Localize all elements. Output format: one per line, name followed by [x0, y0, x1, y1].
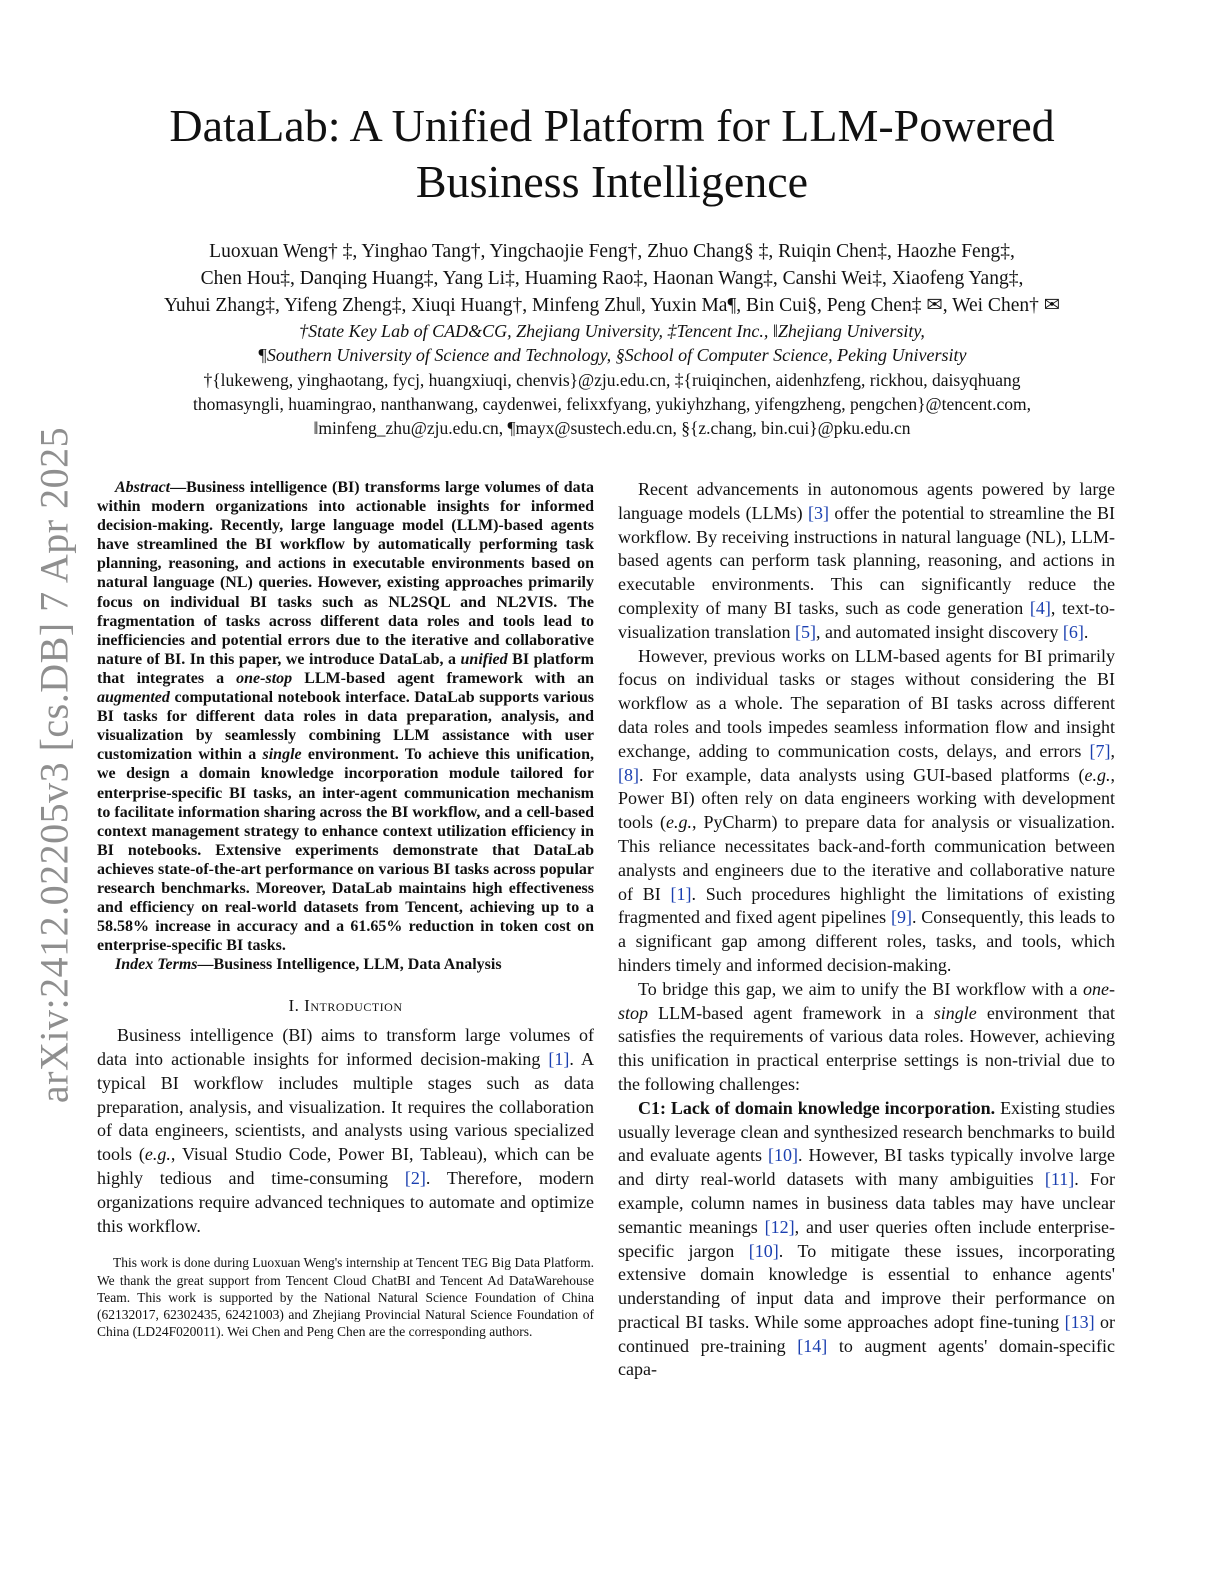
- citation-link[interactable]: [3]: [808, 502, 830, 523]
- citation-link[interactable]: [8]: [618, 764, 639, 785]
- citation-link[interactable]: [9]: [890, 907, 912, 928]
- abstract: Abstract—Business intelligence (BI) transforms large volumes of data within modern organizations into actionable insights for informed decision-making. Recently, large language model (LLM)-based agents have streamlined the BI workflow by automatically performing task planning, reasoning, and actions in executable environments based on natural language (NL) queries. However, existing approaches primarily focus on individual BI tasks such as NL2SQL and NL2VIS. The fragmentation of tasks across different data roles and tools lead to inefficiencies and potential errors due to the iterative and collaborative nature of BI. In this paper, we introduce DataLab, a unified BI platform that integrates a one-stop LLM-based agent framework with an augmented computational notebook interface. DataLab supports various BI tasks for different data roles in data preparation, analysis, and visualization by seamlessly combining LLM assistance with user customization within a single environment. To achieve this unification, we design a domain knowledge incorporation module tailored for enterprise-specific BI tasks, an inter-agent communication mechanism to facilitate information sharing across the BI workflow, and a cell-based context management strategy to enhance context utilization efficiency in BI notebooks. Extensive experiments demonstrate that DataLab achieves state-of-the-art performance on various BI tasks across popular research benchmarks. Moreover, DataLab maintains high effectiveness and efficiency on real-world datasets from Tencent, achieving up to a 58.58% increase in accuracy and a 61.65% reduction in token cost on enterprise-specific BI tasks.: [97, 479, 595, 955]
- affiliations: [60, 319, 1164, 367]
- email-line: thomasyngli, huamingrao, nanthanwang, caydenwei, felixxfyang, yukiyhzhang, yifengzheng, pengchen}@tencent.com,: [192, 394, 1031, 414]
- citation-link[interactable]: [1]: [548, 1049, 570, 1070]
- citation-link[interactable]: [10]: [748, 1240, 779, 1261]
- intro-paragraph: Business intelligence (BI) aims to transform large volumes of data into actionable insights for informed decision-making [1]. A typical BI workflow includes multiple stages such as data preparation, analysis, and visualization. It requires the collaboration of data engineers, scientists, and analysts using various specialized tools (e.g., Visual Studio Code, Power BI, Tableau), which can be highly tedious and time-consuming [2]. Therefore, modern organizations require advanced techniques to automate and optimize this workflow.: [97, 1025, 594, 1236]
- citation-link[interactable]: [4]: [1029, 597, 1051, 618]
- citation-link[interactable]: [13]: [1064, 1311, 1095, 1332]
- body-paragraph: Recent advancements in autonomous agents powered by large language models (LLMs) [3] offer the potential to streamline the BI workflow. By receiving instructions in natural language (NL), LLM-based agents can perform task planning, reasoning, and actions in executable environments. This can significantly reduce the complexity of many BI tasks, such as code generation [4], text-to-visualization translation [5], and automated insight discovery [6].: [618, 479, 1116, 642]
- arxiv-watermark: [28, 426, 80, 1104]
- citation-link[interactable]: [11]: [1044, 1169, 1075, 1190]
- citation-link[interactable]: [12]: [764, 1216, 795, 1237]
- paper-title: DataLab: A Unified Platform for LLM-Powered Business Intelligence: [169, 100, 1055, 207]
- affiliation-line: ¶Southern University of Science and Technology, §School of Computer Science, Peking University: [257, 345, 967, 365]
- challenge-label: C1: Lack of domain knowledge incorporation.: [638, 1097, 996, 1118]
- right-column: [618, 478, 1115, 1382]
- email-line: ‖minfeng_zhu@zju.edu.cn, ¶mayx@sustech.edu.cn, §{z.chang, bin.cui}@pku.edu.cn: [313, 418, 911, 438]
- index-terms: Index Terms—Business Intelligence, LLM, Data Analysis: [115, 956, 502, 974]
- email-list: [60, 368, 1164, 440]
- citation-link[interactable]: [6]: [1062, 621, 1084, 642]
- body-paragraph: C1: Lack of domain knowledge incorporation. Existing studies usually leverage clean and synthesized research benchmarks to build and evaluate agents [10]. However, BI tasks typically involve large and dirty real-world datasets with many ambiguities [11]. For example, column names in business data tables may have unclear semantic meanings [12], and user queries often include enterprise-specific jargon [10]. To mitigate these issues, incorporating extensive domain knowledge is essential to enhance agents' understanding of input data and improve their performance on practical BI tasks. While some approaches adopt fine-tuning [13] or continued pre-training [14] to augment agents' domain-specific capa-: [618, 1097, 1116, 1380]
- citation-link[interactable]: [7]: [1089, 740, 1111, 761]
- citation-link[interactable]: [5]: [794, 621, 816, 642]
- left-column: [97, 478, 594, 1340]
- arxiv-id: arXiv:2412.02205v3 [cs.DB] 7 Apr 2025: [31, 426, 77, 1104]
- citation-link[interactable]: [14]: [797, 1335, 828, 1356]
- citation-link[interactable]: [2]: [404, 1168, 426, 1189]
- body-paragraph: To bridge this gap, we aim to unify the BI workflow with a one-stop LLM-based agent framework in a single environment that satisfies the requirements of various data roles. However, achieving this unification in practical enterprise settings is non-trivial due to the following challenges:: [618, 978, 1116, 1094]
- citation-link[interactable]: [1]: [670, 883, 692, 904]
- author-list: [60, 238, 1164, 319]
- footnote: This work is done during Luoxuan Weng's internship at Tencent TEG Big Data Platform. We thank the great support from Tencent Cloud ChatBI and Tencent Ad DataWarehouse Team. This work is supported by the National Natural Science Foundation of China (62132017, 62302435, 62421003) and Zhejiang Provincial Natural Science Foundation of China (LD24F020011). Wei Chen and Peng Chen are the corresponding authors.: [97, 1255, 594, 1340]
- body-paragraph: However, previous works on LLM-based agents for BI primarily focus on individual tasks or stages without considering the BI workflow as a whole. The separation of BI tasks across different data roles and tools impedes seamless information flow and insight exchange, adding to communication costs, delays, and errors [7], [8]. For example, data analysts using GUI-based platforms (e.g., Power BI) often rely on data engineers working with development tools (e.g., PyCharm) to prepare data for analysis or visualization. This reliance necessitates back-and-forth communication between analysts and engineers due to the iterative and collaborative nature of BI [1]. Such procedures highlight the limitations of existing fragmented and fixed agent pipelines [9]. Consequently, this leads to a significant gap among different roles, tasks, and tools, which hinders timely and informed decision-making.: [618, 645, 1116, 975]
- author-line: Luoxuan Weng† ‡, Yinghao Tang†, Yingchaojie Feng†, Zhuo Chang§ ‡, Ruiqin Chen‡, Haozhe Feng‡,: [209, 241, 1015, 262]
- email-line: †{lukeweng, yinghaotang, fycj, huangxiuqi, chenvis}@zju.edu.cn, ‡{ruiqinchen, aidenhzfeng, rickhou, daisyqhuang: [203, 370, 1021, 390]
- affiliation-line: †State Key Lab of CAD&CG, Zhejiang University, ‡Tencent Inc., ‖Zhejiang University,: [299, 321, 925, 341]
- abstract-label: Abstract: [115, 479, 171, 496]
- author-line: Chen Hou‡, Danqing Huang‡, Yang Li‡, Huaming Rao‡, Haonan Wang‡, Canshi Wei‡, Xiaofeng Yang‡,: [200, 268, 1024, 289]
- index-terms-label: Index Terms: [115, 956, 198, 974]
- author-line: Yuhui Zhang‡, Yifeng Zheng‡, Xiuqi Huang†, Minfeng Zhu‖, Yuxin Ma¶, Bin Cui§, Peng Chen‡ ✉, Wei Chen† ✉: [163, 295, 1061, 316]
- citation-link[interactable]: [10]: [768, 1145, 799, 1166]
- section-heading: I. Introduction: [288, 996, 403, 1016]
